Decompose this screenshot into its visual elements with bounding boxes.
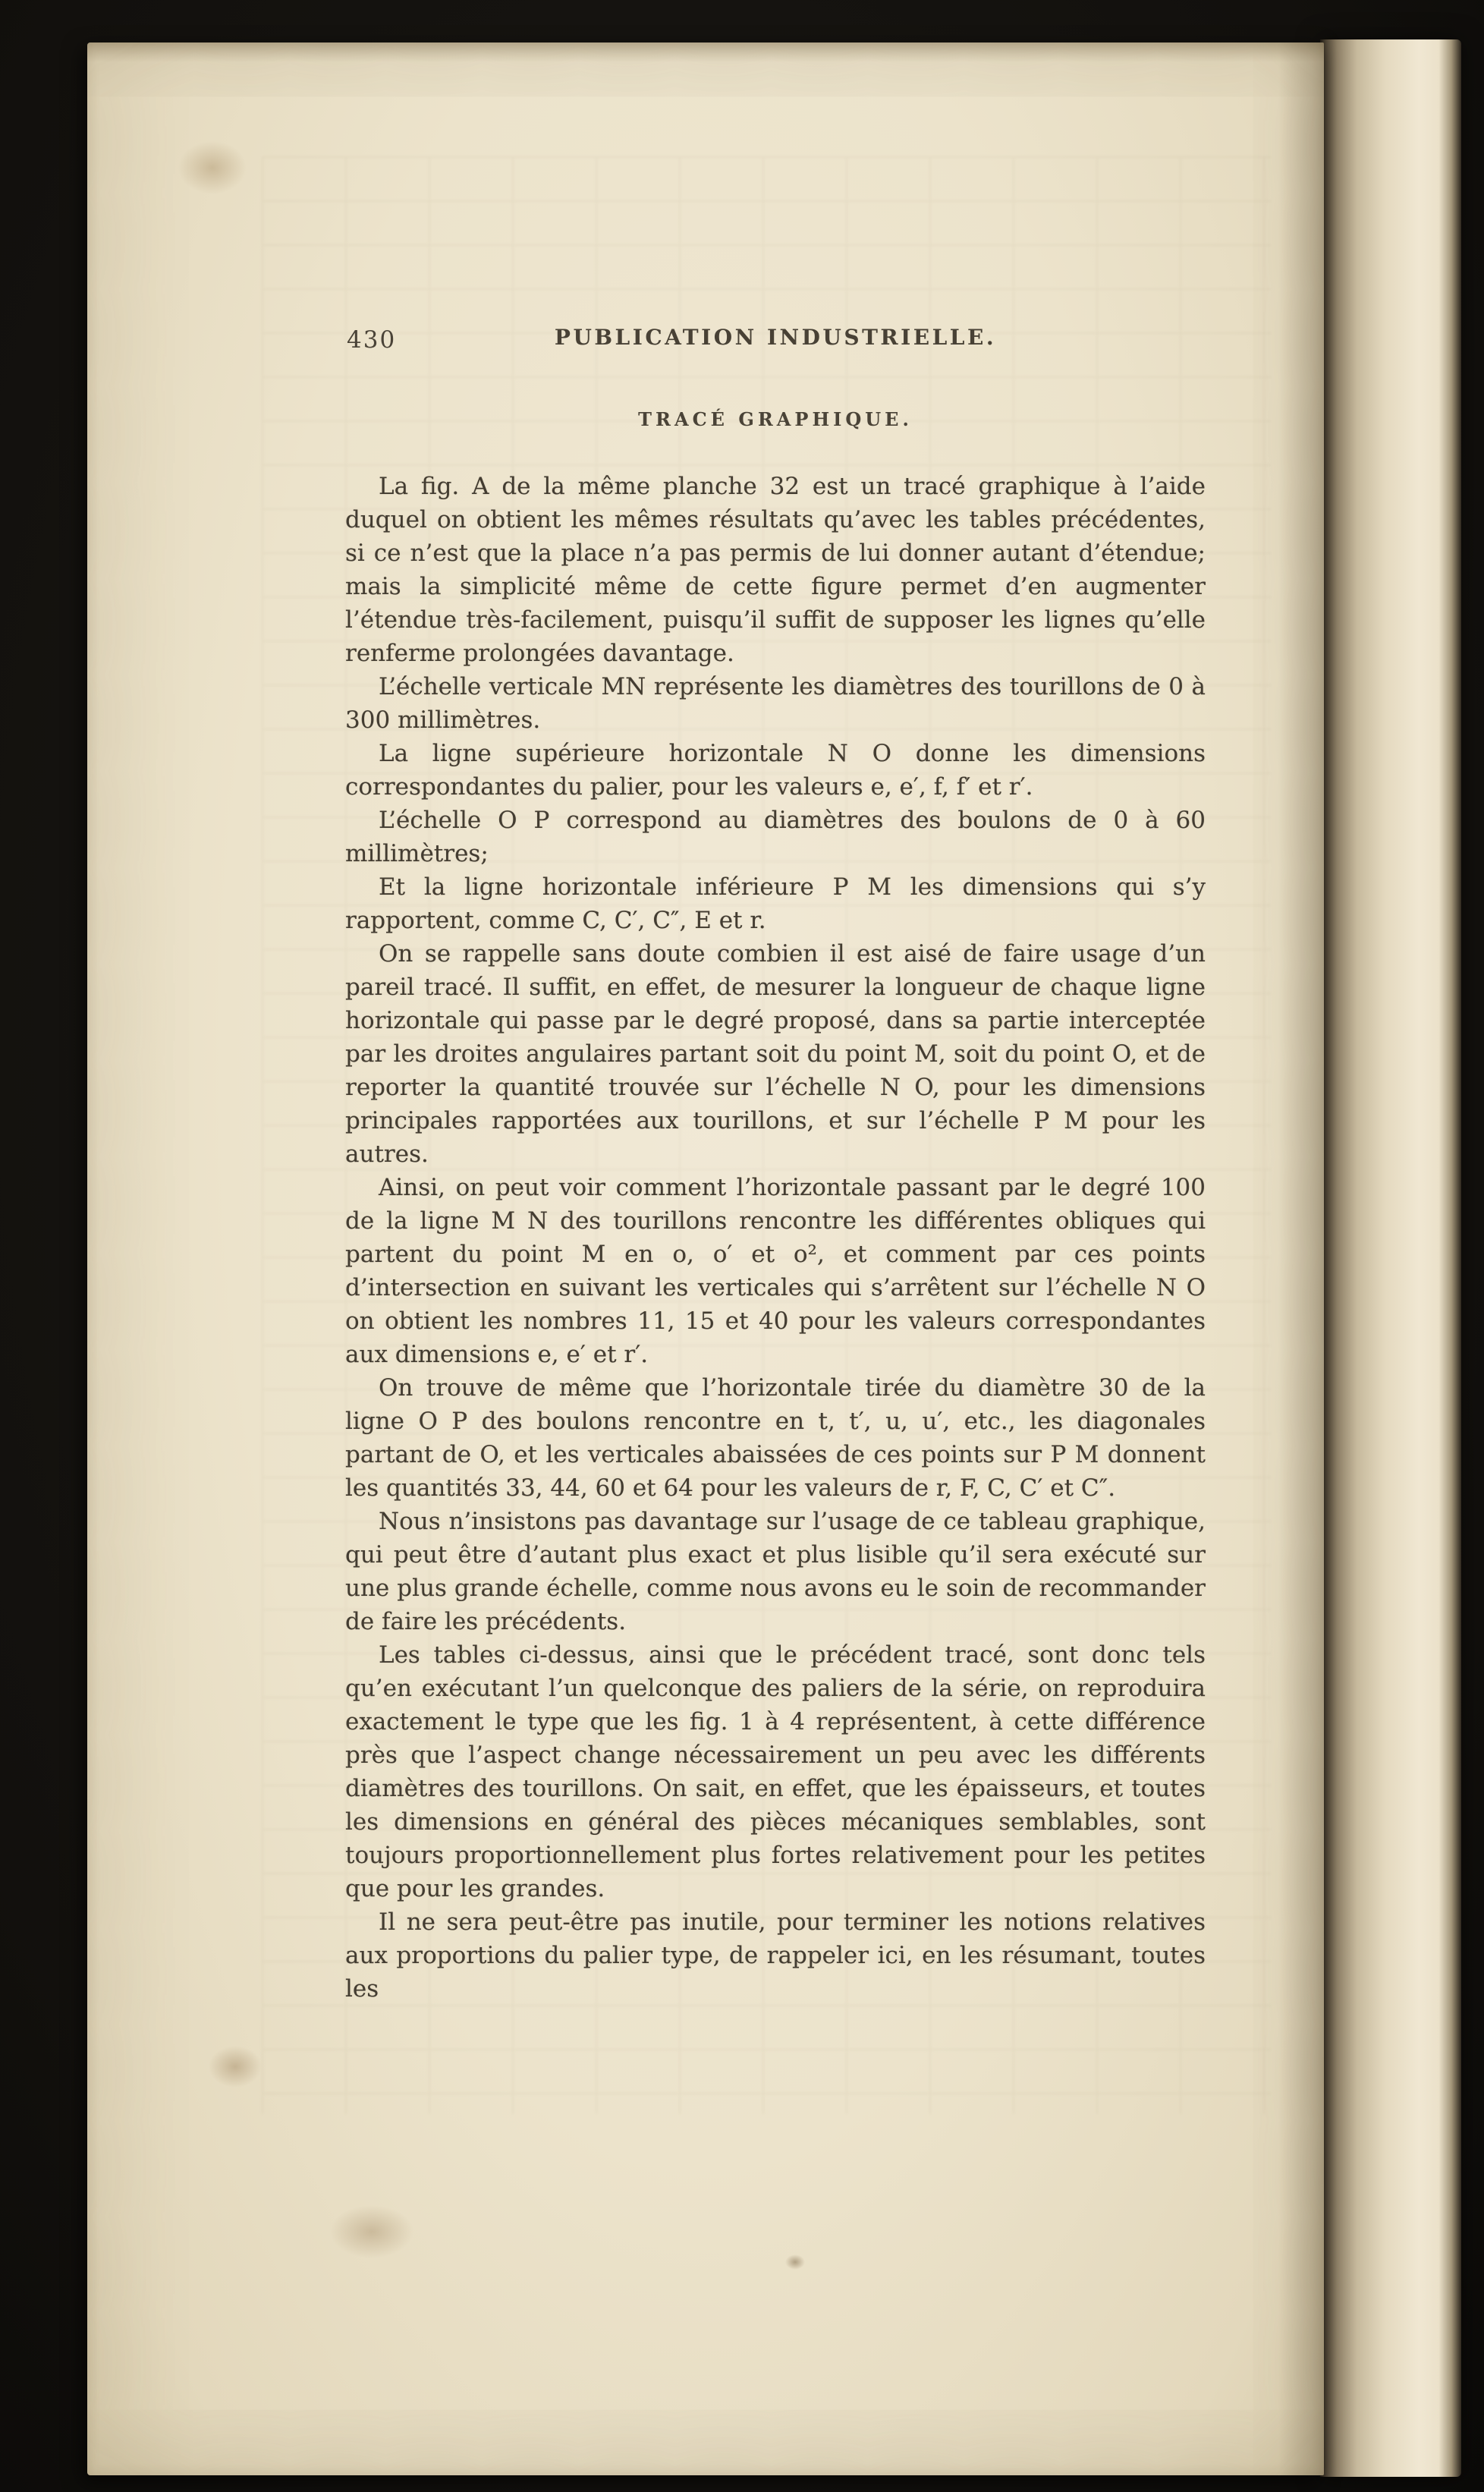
- stain: [785, 2254, 805, 2270]
- paragraph: On trouve de même que l’horizontale tirée du diamètre 30 de la ligne O P des boulons rencontre en t, t′, u, u′, etc., les diagonales partant de O, et les verticales abaissées de ces points sur P M donnent les quantités 33, 44, 60 et 64 pour les valeurs de r, F, C, C′ et C″.: [345, 1374, 1206, 1502]
- paragraph: Ainsi, on peut voir comment l’horizontale passant par le degré 100 de la ligne M N des tourillons rencontre les différentes obliques qui partent du point M en o, o′ et o², et comment par ces points d’intersection en suivant les verticales qui s’arrêtent sur l’échelle N O on obtient les nombres 11, 15 et 40 pour les valeurs correspondantes aux dimensions e, e′ et r′.: [345, 1174, 1206, 1368]
- paragraph: Les tables ci-dessus, ainsi que le précédent tracé, sont donc tels qu’en exécutant l’un quelconque des paliers de la série, on reproduira exactement le type que les fig. 1 à 4 représentent, à cette différence près que l’aspect change nécessairement un peu avec les différents diamètres des tourillons. On sait, en effet, que les épaisseurs, et toutes les dimensions en général des pièces mécaniques semblables, sont toujours proportionnellement plus fortes relativement pour les petites que pour les grandes.: [345, 1641, 1206, 1902]
- paragraph: Il ne sera peut-être pas inutile, pour terminer les notions relatives aux proportions du palier type, de rappeler ici, en les résumant, toutes les: [345, 1908, 1206, 2003]
- stain: [330, 2205, 413, 2258]
- next-page-edge: [1320, 39, 1461, 2477]
- paragraph: L’échelle O P correspond au diamètres des boulons de 0 à 60 millimètres;: [345, 807, 1206, 867]
- page-header: [345, 325, 1206, 358]
- paragraph: Et la ligne horizontale inférieure P M les dimensions qui s’y rapportent, comme C, C′, C″, E et r.: [345, 873, 1206, 934]
- paragraph: On se rappelle sans doute combien il est aisé de faire usage d’un pareil tracé. Il suffit, en effet, de mesurer la longueur de chaque ligne horizontale qui passe par le degré proposé, dans sa partie interceptée par les droites angulaires partant soit du point M, soit du point O, et de reporter la quantité trouvée sur l’échelle N O, pour les dimensions principales rapportées aux tourillons, et sur l’échelle P M pour les autres.: [345, 940, 1206, 1168]
- page-number: 430: [347, 326, 397, 354]
- paragraph: L’échelle verticale MN représente les diamètres des tourillons de 0 à 300 millimètres.: [345, 673, 1206, 734]
- paragraph: Nous n’insistons pas davantage sur l’usage de ce tableau graphique, qui peut être d’autant plus exact et plus lisible qu’il sera exécuté sur une plus grande échelle, comme nous avons eu le soin de recommander de faire les précédents.: [345, 1508, 1206, 1635]
- stain: [178, 141, 247, 194]
- paragraph: La fig. A de la même planche 32 est un tracé graphique à l’aide duquel on obtient les mêmes résultats qu’avec les tables précédentes, si ce n’est que la place n’a pas permis de lui donner autant d’étendue; mais la simplicité même de cette figure permet d’en augmenter l’étendue très-facilement, puisqu’il suffit de supposer les lignes qu’elle renferme prolongées davantage.: [345, 473, 1206, 667]
- body-text: [345, 470, 1206, 2006]
- section-title: TRACÉ GRAPHIQUE.: [638, 408, 913, 430]
- stain: [209, 2046, 262, 2088]
- running-header: PUBLICATION INDUSTRIELLE.: [554, 325, 997, 350]
- paragraph: La ligne supérieure horizontale N O donne les dimensions correspondantes du palier, pour les valeurs e, e′, f, f′ et r′.: [345, 740, 1206, 801]
- page-content: [345, 325, 1206, 2006]
- book-page: [87, 42, 1324, 2475]
